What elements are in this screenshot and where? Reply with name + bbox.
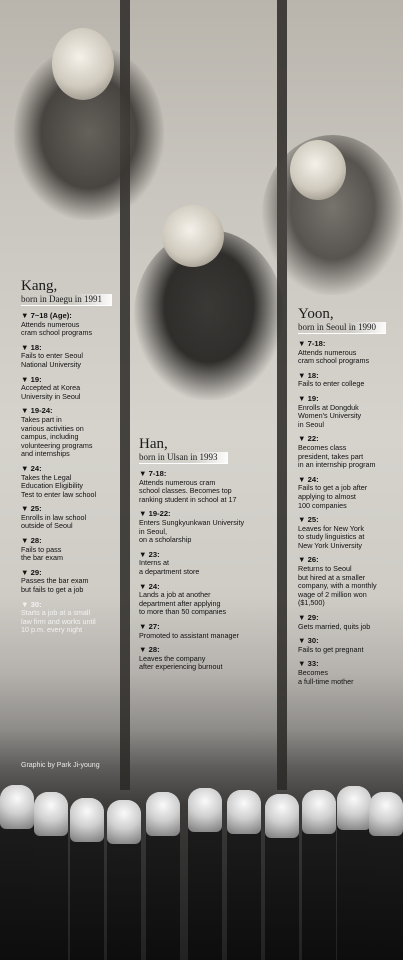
timeline-text: Promoted to assistant manager	[139, 630, 239, 640]
timeline-item	[139, 510, 279, 544]
timeline-age: ▼ 18:	[21, 342, 42, 352]
timeline-item	[139, 470, 279, 504]
timeline-item	[298, 556, 400, 608]
timeline-text: Becomes a full-time mother	[298, 668, 354, 686]
timeline-age: ▼ 19-24:	[21, 406, 53, 416]
timeline-item	[298, 516, 400, 550]
timeline-age: ▼ 24:	[21, 463, 42, 473]
timeline-item	[21, 407, 133, 459]
timeline-text: Fails to pass the bar exam	[21, 544, 63, 563]
timeline-item	[21, 601, 133, 635]
timeline-age: ▼ 18:	[298, 370, 319, 380]
timeline-text: Takes part in various activities on campus, including volunteering programs and internships	[21, 414, 93, 459]
profile-birth: born in Daegu in 1991	[21, 294, 112, 306]
timeline-age: ▼ 28:	[139, 645, 160, 655]
timeline-text: Attends numerous cram school programs	[21, 319, 93, 338]
timeline-age: ▼ 33:	[298, 659, 319, 669]
timeline-item	[298, 476, 400, 510]
timeline	[298, 340, 400, 686]
timeline	[139, 470, 279, 672]
timeline-age: ▼ 22:	[298, 434, 319, 444]
profile-name: Yoon,	[298, 306, 334, 322]
timeline-age: ▼ 26:	[298, 555, 319, 565]
timeline-text: Becomes class president, takes part in an internship program	[298, 442, 376, 470]
timeline-text: Fails to enter college	[298, 379, 365, 389]
timeline-item	[21, 505, 133, 531]
profile-han	[139, 436, 279, 678]
timeline-text: Fails to get a job after applying to almost 100 companies	[298, 483, 368, 510]
timeline-item	[298, 614, 400, 631]
timeline-text: Lands a job at another department after applying to more than 50 companies	[139, 590, 227, 617]
timeline-age: ▼ 30:	[21, 599, 42, 609]
profile-birth: born in Ulsan in 1993	[139, 452, 228, 464]
timeline-text: Fails to get pregnant	[298, 644, 364, 654]
timeline-item	[298, 340, 400, 366]
timeline-text: Passes the bar exam but fails to get a job	[21, 576, 89, 595]
timeline-text: Takes the Legal Education Eligibility Test to enter law school	[21, 472, 97, 499]
timeline-item	[139, 551, 279, 577]
timeline-text: Gets married, quits job	[298, 621, 371, 631]
timeline-text: Interns at a department store	[139, 558, 200, 576]
timeline-age: ▼ 7~18 (Age):	[21, 311, 72, 320]
timeline-item	[21, 569, 133, 595]
timeline-item	[21, 312, 133, 338]
timeline-age: ▼ 7-18:	[298, 339, 326, 348]
profile-kang	[21, 278, 133, 641]
timeline-age: ▼ 27:	[139, 621, 160, 631]
profile-name: Han,	[139, 436, 168, 452]
timeline-item	[21, 376, 133, 402]
timeline-age: ▼ 25:	[298, 515, 319, 525]
timeline-text: Leaves for New York to study linguistics at New York University	[298, 523, 365, 550]
timeline-item	[298, 435, 400, 469]
timeline-age: ▼ 24:	[139, 581, 160, 591]
timeline-text: Accepted at Korea University in Seoul	[21, 383, 81, 401]
timeline	[21, 312, 133, 635]
timeline-age: ▼ 28:	[21, 536, 42, 546]
timeline-text: Attends numerous cram school classes. Becomes top ranking student in school at 17	[139, 477, 237, 504]
timeline-age: ▼ 29:	[21, 567, 42, 577]
timeline-text: Returns to Seoul but hired at a smaller company, with a monthly wage of 2 million won ($1,500)	[298, 564, 377, 608]
timeline-age: ▼ 24:	[298, 474, 319, 484]
timeline-item	[298, 395, 400, 429]
timeline-age: ▼ 30:	[298, 636, 319, 646]
timeline-text: Enters Sungkyunkwan University in Seoul, on a scholarship	[139, 517, 245, 545]
timeline-item	[139, 583, 279, 617]
timeline-item	[298, 637, 400, 654]
timeline-item	[21, 344, 133, 370]
profile-name: Kang,	[21, 278, 58, 294]
timeline-item	[139, 646, 279, 672]
timeline-age: ▼ 19:	[21, 374, 42, 384]
timeline-age: ▼ 25:	[21, 504, 42, 514]
profile-yoon	[298, 306, 400, 692]
timeline-text: Fails to enter Seoul National University	[21, 351, 83, 369]
timeline-age: ▼ 19:	[298, 393, 319, 403]
timeline-item	[298, 660, 400, 686]
timeline-item	[21, 465, 133, 499]
timeline-item	[21, 537, 133, 563]
timeline-item	[139, 623, 279, 640]
timeline-text: Leaves the company after experiencing burnout	[139, 653, 223, 672]
timeline-text: Enrolls at Dongduk Women's University in Seoul	[298, 402, 362, 429]
profile-birth: born in Seoul in 1990	[298, 322, 386, 334]
timeline-text: Attends numerous cram school programs	[298, 347, 370, 366]
timeline-text: Starts a job at a small law firm and works until 10 p.m. every night	[21, 608, 96, 635]
graphic-credit: Graphic by Park Ji-young	[21, 762, 100, 769]
timeline-age: ▼ 23:	[139, 549, 160, 559]
timeline-item	[298, 372, 400, 389]
timeline-age: ▼ 19-22:	[139, 509, 171, 519]
timeline-age: ▼ 29:	[298, 613, 319, 623]
timeline-text: Enrolls in law school outside of Seoul	[21, 512, 87, 531]
timeline-age: ▼ 7-18:	[139, 469, 167, 478]
